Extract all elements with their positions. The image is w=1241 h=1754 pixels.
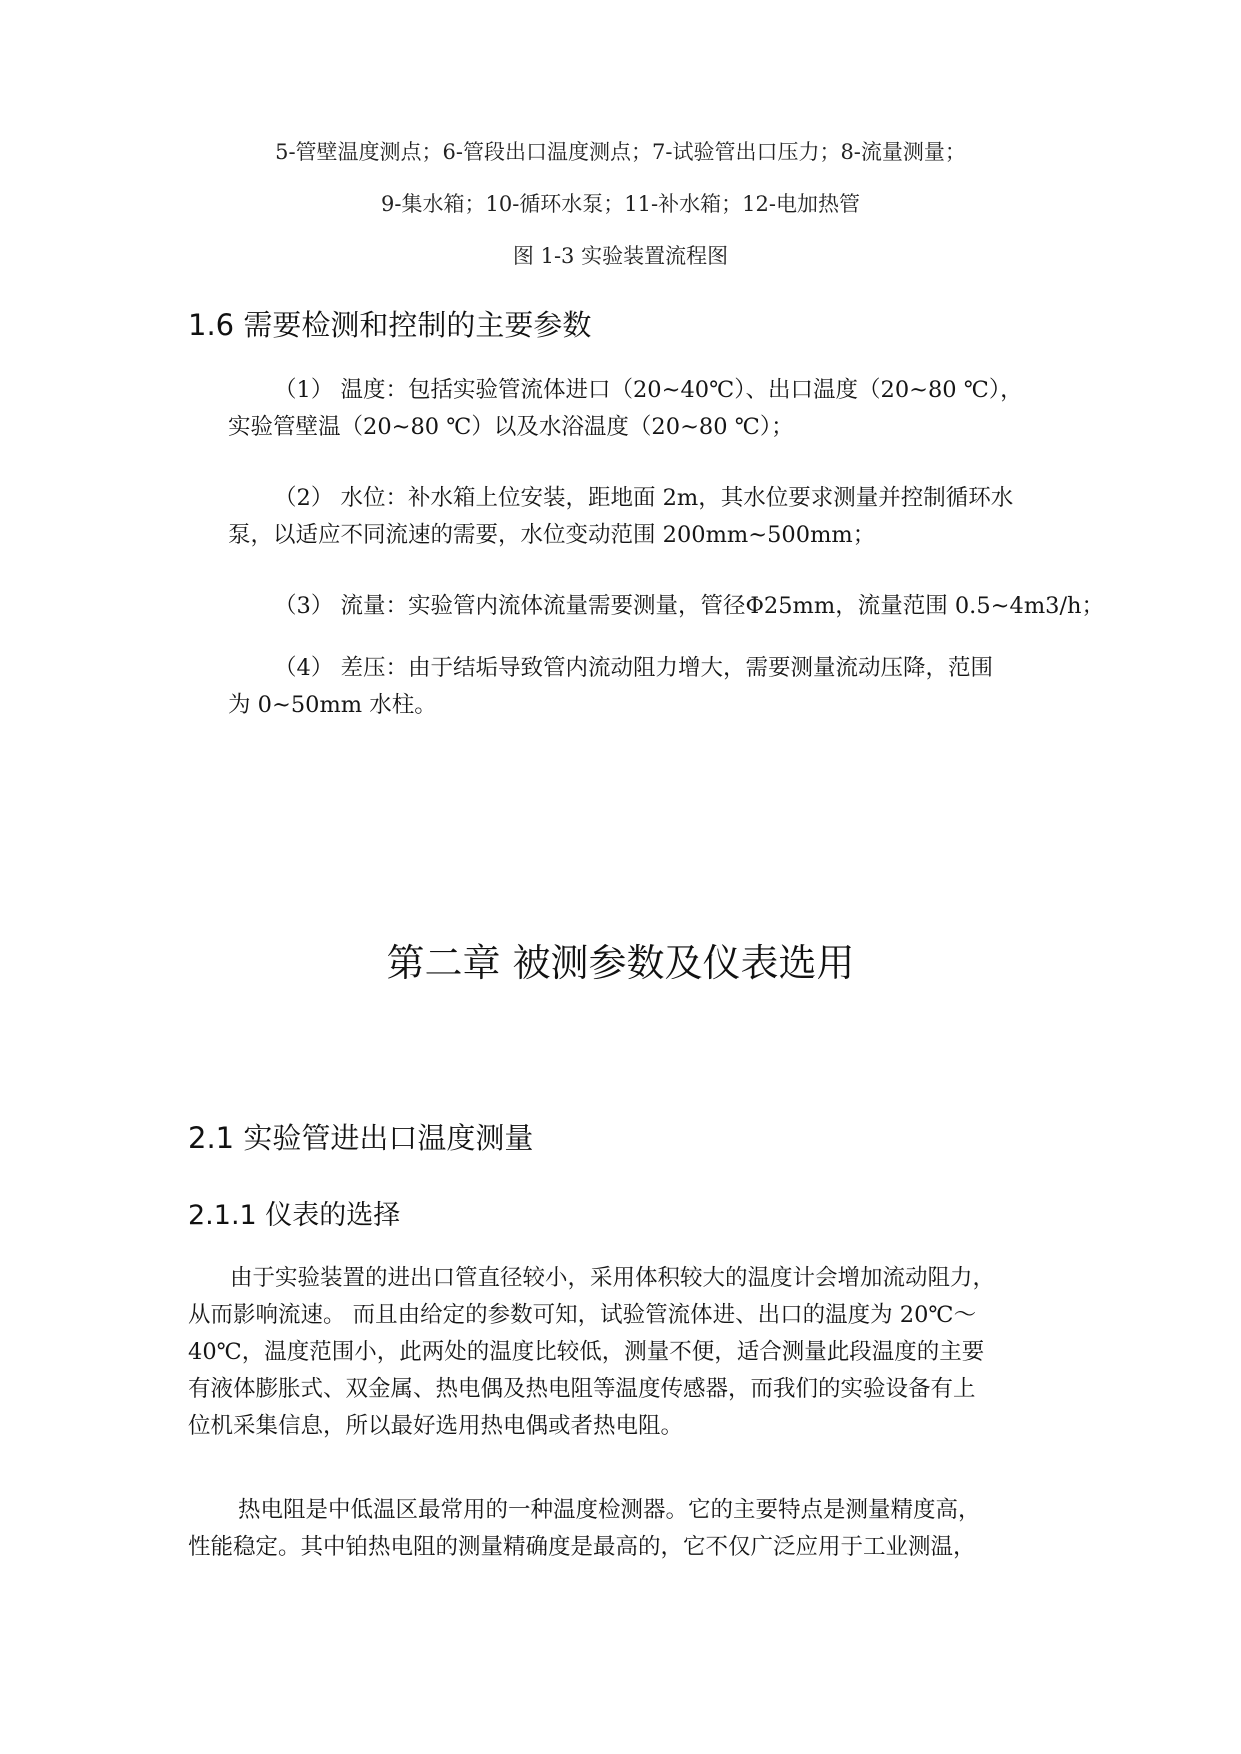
param-item-line: （2） 水位：补水箱上位安装，距地面 2m，其水位要求测量并控制循环水 [274,485,1014,511]
param-item-line: （4） 差压：由于结垢导致管内流动阻力增大，需要测量流动压降，范围 [274,655,993,681]
paragraph-line: 由于实验装置的进出口管直径较小，采用体积较大的温度计会增加流动阻力， [230,1265,996,1291]
paragraph-line: 位机采集信息，所以最好选用热电偶或者热电阻。 [188,1413,684,1439]
paragraph-line: 性能稳定。其中铂热电阻的测量精确度是最高的，它不仅广泛应用于工业测温， [188,1534,976,1560]
paragraph-line: 40℃，温度范围小，此两处的温度比较低，测量不便，适合测量此段温度的主要 [188,1339,985,1365]
paragraph-line: 热电阻是中低温区最常用的一种温度检测器。它的主要特点是测量精度高， [238,1497,981,1523]
figure-caption: 图 1-3 实验装置流程图 [512,244,729,268]
param-item-water-level [228,480,1058,554]
paragraph-line: 从而影响流速。 而且由给定的参数可知，试验管流体进、出口的温度为 20℃～ [188,1302,977,1328]
subsection-heading-2-1-1: 2.1.1 仪表的选择 [188,1200,401,1231]
chapter-title: 第二章 被测参数及仪表选用 [386,941,855,985]
param-item-differential-pressure [228,650,1058,724]
section-heading-2-1: 2.1 实验管进出口温度测量 [188,1121,534,1155]
param-item-line: 实验管壁温（20~80 ℃）以及水浴温度（20~80 ℃）； [228,414,794,440]
figure-legend-line-1: 5-管壁温度测点；6-管段出口温度测点；7-试验管出口压力；8-流量测量； [275,140,966,164]
section-heading-1-6: 1.6 需要检测和控制的主要参数 [188,308,592,342]
param-item-line: （1） 温度：包括实验管流体进口（20~40℃）、出口温度（20~80 ℃）， [274,377,1023,403]
param-item-line: 泵，以适应不同流速的需要，水位变动范围 200mm~500mm； [228,522,876,548]
param-item-line: （3） 流量：实验管内流体流量需要测量，管径Φ25mm，流量范围 0.5~4m3/h； [274,593,1105,619]
paragraph-thermal-resistance [188,1492,1058,1566]
figure-legend-line-2: 9-集水箱；10-循环水泵；11-补水箱；12-电加热管 [381,192,860,216]
param-item-temperature [228,372,1058,446]
paragraph-instrument-selection [188,1260,1058,1445]
param-item-flow [228,588,1105,625]
paragraph-line: 有液体膨胀式、双金属、热电偶及热电阻等温度传感器，而我们的实验设备有上 [188,1376,976,1402]
param-item-line: 为 0~50mm 水柱。 [228,692,437,718]
